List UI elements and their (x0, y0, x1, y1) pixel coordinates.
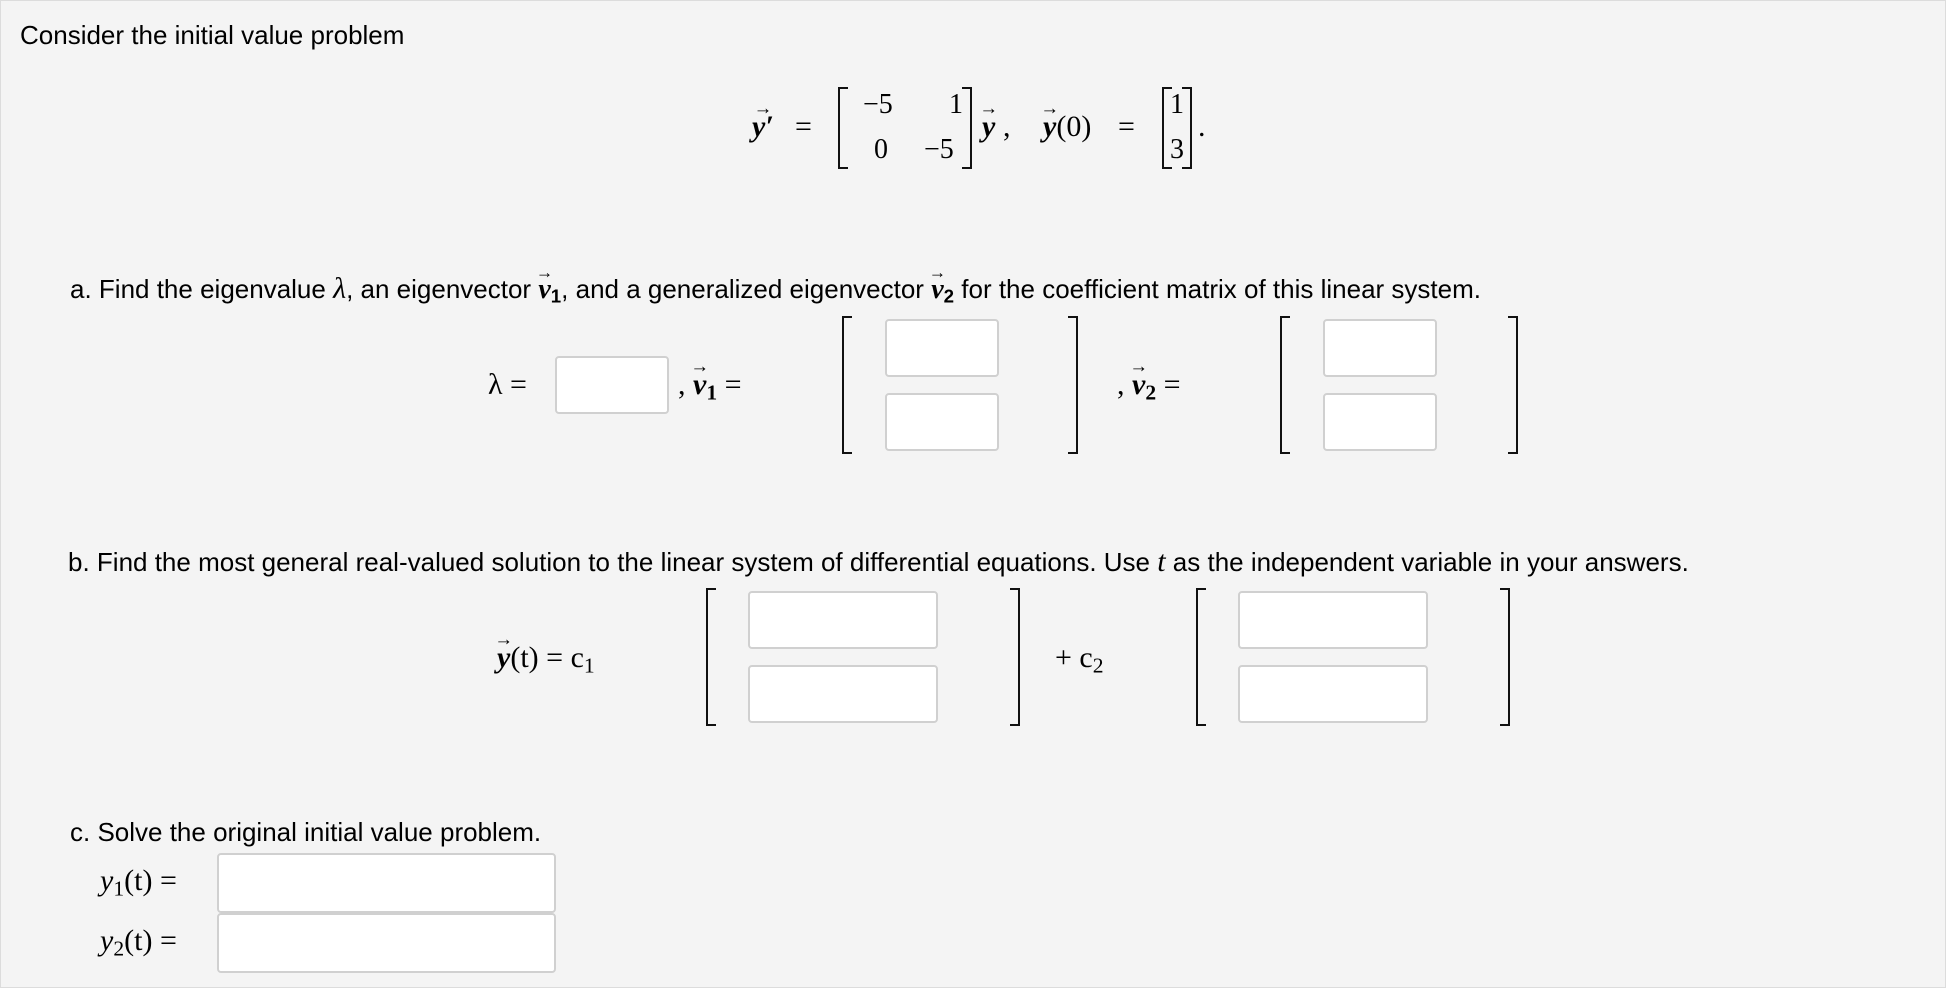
part-b-prompt: b. Find the most general real-valued solution to the linear system of differential equations. Use t as the independent variable in your answers. (68, 545, 1689, 578)
sol2-left-bracket (1196, 588, 1206, 726)
ode-rhs-y: → y (982, 110, 995, 144)
ode-comma: , (1003, 110, 1011, 143)
matrix-a21: 0 (874, 134, 888, 165)
ode-period: . (1198, 110, 1206, 143)
v2-bottom-input[interactable] (1323, 393, 1437, 451)
part-a-prompt: a. Find the eigenvalue λ, an eigenvector → $v_1$, and a generalized eigenvector → $v_2$ for the coefficient matrix of this linear system. (70, 272, 1481, 308)
sol1-bottom-input[interactable] (748, 665, 938, 723)
v1-left-bracket (842, 316, 852, 454)
matrix-a11: −5 (863, 89, 893, 120)
v1-bottom-input[interactable] (885, 393, 999, 451)
sol1-left-bracket (706, 588, 716, 726)
v1-top-input[interactable] (885, 319, 999, 377)
y2-label: y2(t) = (100, 924, 177, 961)
matrix-left-bracket (838, 87, 848, 169)
ic-top: 1 (1170, 89, 1184, 120)
v1-right-bracket (1068, 316, 1078, 454)
lambda-label: λ = (488, 368, 527, 401)
ode-lhs: → y′ (752, 110, 774, 144)
ode-equals: = (795, 110, 812, 143)
lambda-input[interactable] (555, 356, 669, 414)
matrix-right-bracket (962, 87, 972, 169)
ic-right-bracket (1182, 87, 1192, 169)
sol2-top-input[interactable] (1238, 591, 1428, 649)
ic-label: → y(0) (1043, 110, 1091, 144)
general-solution-label: → y(t) = c1 (497, 641, 595, 678)
y2-input[interactable] (217, 913, 556, 973)
sol2-right-bracket (1500, 588, 1510, 726)
y1-label: y1(t) = (100, 864, 177, 901)
c2-label: + c2 (1055, 641, 1104, 678)
matrix-a12: 1 (949, 89, 963, 120)
sol1-right-bracket (1010, 588, 1020, 726)
intro-text: Consider the initial value problem (20, 20, 405, 50)
part-c-prompt: c. Solve the original initial value problem. (70, 817, 542, 847)
v2-top-input[interactable] (1323, 319, 1437, 377)
ic-equals: = (1118, 110, 1135, 143)
ic-bottom: 3 (1170, 134, 1184, 165)
sol1-top-input[interactable] (748, 591, 938, 649)
v2-left-bracket (1280, 316, 1290, 454)
v2-label: , → $v_2$ = (1117, 368, 1181, 405)
y1-input[interactable] (217, 853, 556, 913)
v2-right-bracket (1508, 316, 1518, 454)
sol2-bottom-input[interactable] (1238, 665, 1428, 723)
matrix-a22: −5 (924, 134, 954, 165)
v1-label: , → $v_1$ = (678, 368, 742, 405)
